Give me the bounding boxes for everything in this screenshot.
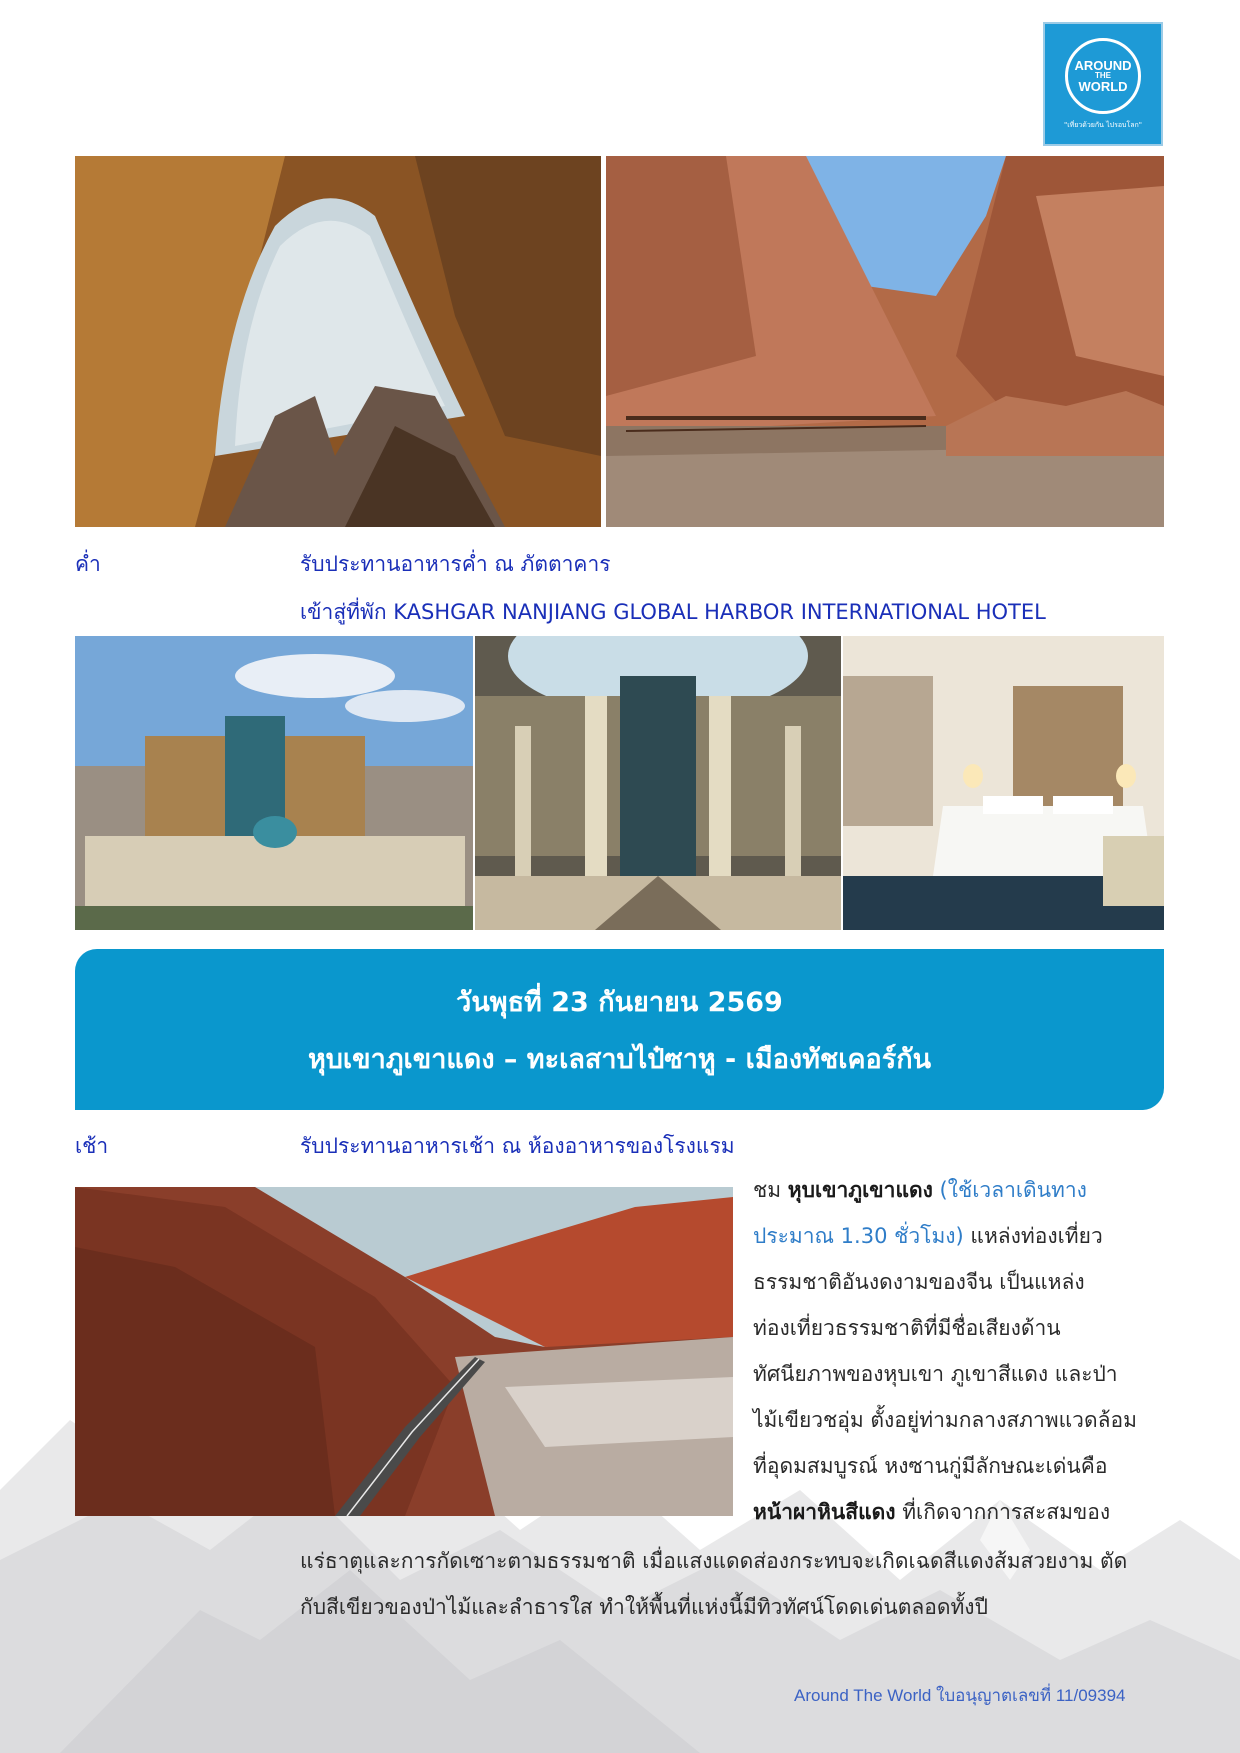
desc-line-5: ทัศนียภาพของหุบเขา ภูเขาสีแดง และป่า	[753, 1362, 1118, 1386]
logo-text-the: THE	[1095, 70, 1111, 80]
desc-line-9: แร่ธาตุและการกัดเซาะตามธรรมชาติ เมื่อแสงแดดส่องกระทบจะเกิดเฉดสีแดงส้มสวยงาม ตัด	[300, 1549, 1128, 1573]
breakfast-text: รับประทานอาหารเช้า ณ ห้องอาหารของโรงแรม	[300, 1134, 735, 1158]
desc-line-3: ธรรมชาติอันงดงามของจีน เป็นแหล่ง	[753, 1270, 1085, 1294]
photo-hotel-exterior	[75, 636, 473, 930]
desc-l2-b: แหล่งท่องเที่ยว	[963, 1224, 1103, 1248]
photo-red-canyon	[606, 156, 1164, 527]
footer-license: Around The World ใบอนุญาตเลขที่ 11/09394	[794, 1686, 1126, 1705]
desc-l8-b: ที่เกิดจากการสะสมของ	[895, 1500, 1111, 1524]
desc-l2-a: ประมาณ 1.30 ชั่วโมง)	[753, 1224, 964, 1248]
dinner-text: รับประทานอาหารค่ำ ณ ภัตตาคาร	[300, 552, 611, 576]
photo-hotel-room	[843, 636, 1164, 930]
desc-line-2	[753, 1213, 1103, 1259]
photo-red-mountains	[75, 1187, 733, 1516]
desc-line-10: กับสีเขียวของป่าไม้และลำธารใส ทำให้พื้นที่แห่งนี้มีทิวทัศน์โดดเด่นตลอดทั้งปี	[300, 1595, 988, 1619]
day-date: วันพุธที่ 23 กันยายน 2569	[456, 986, 783, 1018]
desc-l8-a: หน้าผาหินสีแดง	[753, 1500, 896, 1524]
company-logo	[1043, 22, 1163, 146]
logo-tagline: "เที่ยวด้วยกัน ไปรอบโลก"	[1064, 120, 1142, 129]
desc-line-7: ที่อุดมสมบูรณ์ หงซานกู่มีลักษณะเด่นคือ	[753, 1454, 1108, 1478]
globe-icon	[1065, 38, 1141, 114]
photo-hotel-lobby	[475, 636, 841, 930]
logo-text-world: WORLD	[1078, 78, 1128, 94]
desc-l1-c: (ใช้เวลาเดินทาง	[932, 1178, 1087, 1202]
logo-text-around: AROUND	[1074, 57, 1132, 73]
desc-line-8	[753, 1489, 1110, 1535]
desc-line-1	[753, 1167, 1087, 1213]
breakfast-label: เช้า	[75, 1134, 109, 1158]
hotel-text: เข้าสู่ที่พัก KASHGAR NANJIANG GLOBAL HARBOR INTERNATIONAL HOTEL	[300, 600, 1046, 624]
desc-l1-b: หุบเขาภูเขาแดง	[787, 1178, 933, 1202]
day-route: หุบเขาภูเขาแดง – ทะเลสาบไป๋ซาหู - เมืองทัชเคอร์กัน	[307, 1043, 932, 1075]
photo-rock-arch	[75, 156, 601, 527]
desc-line-6: ไม้เขียวชอุ่ม ตั้งอยู่ท่ามกลางสภาพแวดล้อม	[753, 1408, 1137, 1432]
day-banner	[75, 949, 1164, 1110]
desc-line-4: ท่องเที่ยวธรรมชาติที่มีชื่อเสียงด้าน	[753, 1316, 1061, 1340]
dinner-label: ค่ำ	[75, 552, 101, 576]
desc-l1-a: ชม	[753, 1178, 788, 1202]
